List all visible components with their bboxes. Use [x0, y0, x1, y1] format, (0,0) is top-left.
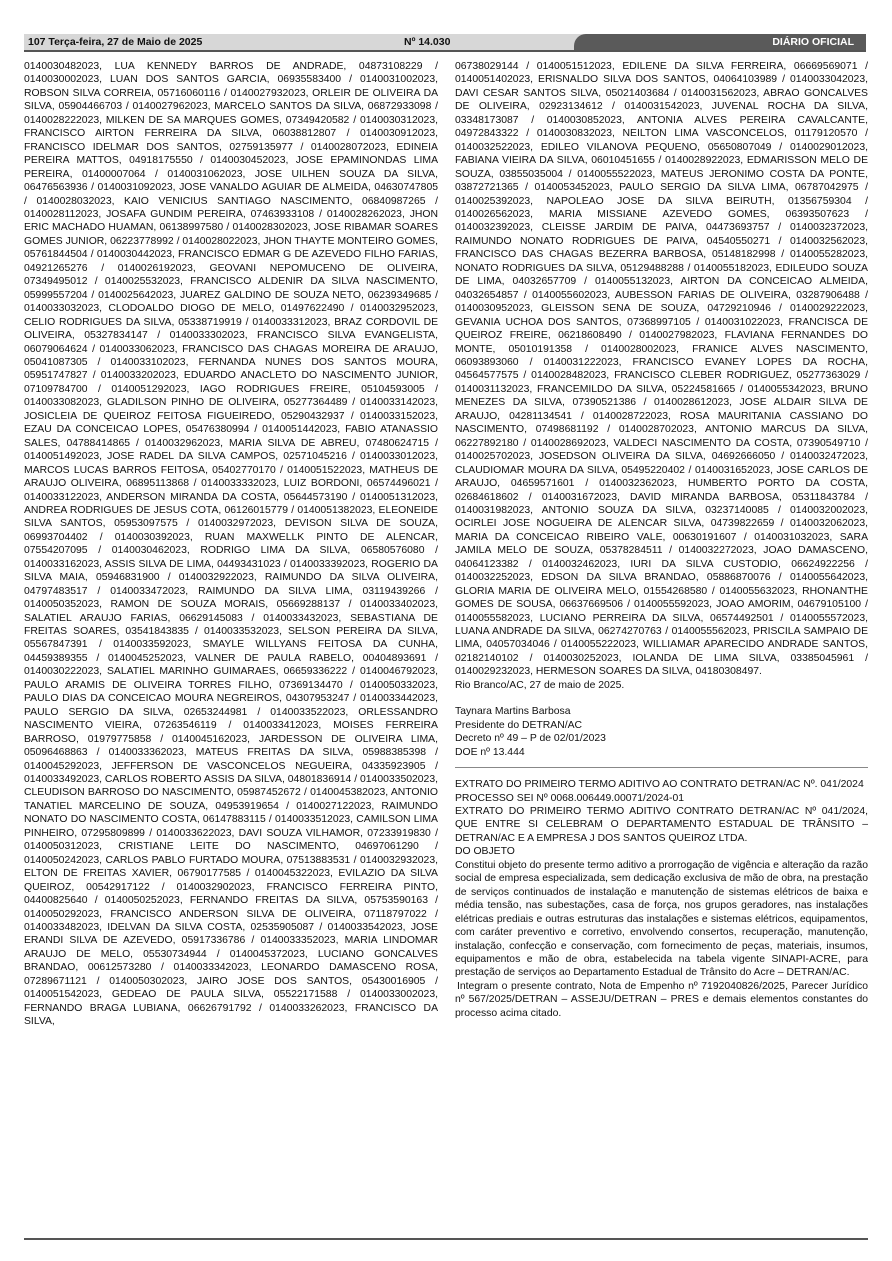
integrate-text: Integram o presente contrato, Nota de Empenho nº 7192040826/2025, Parecer Jurídico nº 567/2025/DETRAN – ASSEJU/DETRAN – PRES e demais elementos constantes do processo acima citado. — [455, 980, 868, 1019]
header-banner — [574, 34, 866, 50]
left-column-text: 0140030482023, LUA KENNEDY BARROS DE ANDRADE, 04873108229 / 0140030002023, LUAN DOS SANTOS GARCIA, 06935583400 / 0140031002023, ROBSON SILVA CORREIA, 05716060116 / 0140027932023, ORLEIR DE OLIVEIRA DA SILVA, 05904466703 / 0140027962023, MARCELO SANTOS DA SILVA, 06872933098 / 0140028222023, MILKEN DE SA MARQUES GOMES, 07349420582 / 0140030312023, FRANCISCO AIRTON FERREIRA DA SILVA, 06038812807 / 0140030912023, FRANCISCO IDELMAR DOS SANTOS, 02759135977 / 0140028072023, EDINEIA PEREIRA MATTOS, 04918175550 / 0140030452023, JOSE EPAMINONDAS LIMA PEREIRA, 01400007064 / 0140031062023, JOSE UILHEN SOUZA DA SILVA, 06476563936 / 0140031092023, JOSE VANALDO AGUIAR DE ALMEIDA, 04630747805 / 0140028032023, KAIO VENICIUS SANTIAGO NASCIMENTO, 06840987265 / 0140028112023, JOSAFA GUNDIM PEREIRA, 07463933108 / 0140028262023, JHON ERIC MACHADO HUAMAN, 06138997580 / 0140028302023, JOSE RIBAMAR SOARES GOMES JUNIOR, 06223778992 / 0140028022023, JHON THAYTE MONTEIRO GOMES, 05761844504 / 0140030442023, FRANCISCO EDMAR G DE AZEVEDO FILHO FARIAS, 04921265276 / 0140026192023, GEOVANI NEPOMUCENO DE OLIVEIRA, 07349495012 / 0140025532023, FRANCISCO ALDENIR DA SILVA NASCIMENTO, 05999557204 / 0140025642023, JUAREZ GALDINO DE SOUZA NETO, 06239349685 / 0140033032023, CLODOALDO DIOGO DE MELO, 01497622490 / 0140032952023, CELIO RODRIGUES DA SILVA, 05338719919 / 0140033312023, BRAZ CORDOVIL DE OLIVEIRA, 05327834147 / 0140033302023, FRANCISCO SILVA EVANGELISTA, 06079064624 / 0140033062023, FRANCISCO DAS CHAGAS MOREIRA DE ARAUJO, 05041087305 / 0140033102023, FERNANDA NUNES DOS SANTOS MOURA, 05951747827 / 0140033202023, EDUARDO ANACLETO DO NASCIMENTO JUNIOR, 07109784700 / 0140051292023, IAGO RODRIGUES FREIRE, 05104593005 / 0140033082023, GLADILSON PINHO DE OLIVEIRA, 05277364489 / 0140033142023, JOSICLEIA DE QUEIROZ FEITOSA FIGUEIREDO, 05290432937 / 0140033152023, EZAU DA CONCEICAO LOPES, 05476380994 / 0140051442023, FABIO ATANASSIO SALES, 04788414865 / 0140032962023, MARIA SILVA DE ABREU, 07480624715 / 0140051492023, JOSE RADEL DA SILVA CAMPOS, 02571045216 / 0140033012023, MARCOS LUCAS BARROS FEITOSA, 05402770170 / 0140051522023, MATHEUS DE ARAUJO OLIVEIRA, 06895113868 / 0140033332023, LUIZ BORDONI, 06574496021 / 0140033122023, ANDERSON MIRANDA DA COSTA, 05644573190 / 0140051312023, ANDREA RODRIGUES DE JESUS COTA, 06126015779 / 0140051382023, ELEONEIDE SILVA SANTOS, 05953097575 / 0140032972023, DEVISON SILVA DE SOUZA, 06993704402 / 0140030392023, RUAN MAXWELLK PINTO DE ALENCAR, 07554207095 / 0140030462023, RODRIGO LIMA DA SILVA, 06580576080 / 0140033162023, ASSIS SILVA DE LIMA, 04493431023 / 0140033392023, ROGERIO DA SILVA MAIA, 05946831900 / 0140032922023, RAIMUNDO DA SILVA OLIVEIRA, 04797483517 / 0140033472023, RAIMUNDO DA SILVA LIMA, 03119439266 / 0140050352023, RAMON DE SOUZA MORAIS, 05669288137 / 0140033402023, SALATIEL ARAUJO FARIAS, 06629145083 / 0140033432023, SEBASTIANA DE FREITAS SOARES, 03541843835 / 0140033532023, SELSON PEREIRA DA SILVA, 05567847391 / 0140033592023, SMAYLE WILLYANS FEITOSA DA CUNHA, 04459389355 / 0140045252023, VALNER DE PAULA RABELO, 00404893691 / 0140030222023, SALATIEL MARINHO GUIMARAES, 06659336222 / 0140046792023, PAULO ARAMIS DE OLIVEIRA TORRES FILHO, 07369134470 / 0140050332023, PAULO DIAS DA CONCEICAO MOURA NEGREIROS, 04307953247 / 0140033442023, PAULO SERGIO DA SILVA, 02653244981 / 0140033522023, ORLESSANDRO NASCIMENTO VIEIRA, 07263546119 / 0140033412023, MOISES FERREIRA BARROSO, 01979775858 / 0140045162023, JARDESSON DE OLIVEIRA LIMA, 05096468863 / 0140033362023, MATEUS FREITAS DA SILVA, 05988385398 / 0140045292023, JEFFERSON DE VASCONCELOS NEGUEIRA, 04335923905 / 0140033492023, CARLOS ROBERTO ASSIS DA SILVA, 04801836914 / 0140033502023, CLEUDISON BARROSO DO NASCIMENTO, 05987452672 / 0140045382023, ANTONIO TANATIEL MARCELINO DE SOUZA, 04953919654 / 0140027122023, RAIMUNDO NONATO DO NASCIMENTO COSTA, 06147883115 / 0140033512023, CAMILSON LIMA PINHEIRO, 07295809899 / 0140033622023, DAVI SOUZA VILHAMOR, 07233919830 / 0140050312023, CRISTIANE LEITE DO NASCIMENTO, 04697061290 / 0140050242023, CARLOS PABLO FURTADO MOURA, 07513883531 / 0140032932023, ELTON DE FREITAS XAVIER, 06790177585 / 0140045322023, EVILAZIO DA SILVA QUEIROZ, 00542917122 / 0140032902023, FRANCISCO FERREIRA PINTO, 04400825640 / 0140050252023, FERNANDO FREITAS DA SILVA, 05753590163 / 0140050292023, FRANCISCO ANDERSON SILVA DE OLIVEIRA, 07118797022 / 0140033482023, IDELVAN DA SILVA COSTA, 02535905087 / 0140033542023, JOSE ERANDI SILVA DE AZEVEDO, 05917336786 / 0140033352023, MARIA LINDOMAR ARAUJO DE MELO, 05530734944 / 0140045372023, LUCIANO GONCALVES BRANDAO, 00612573280 / 0140033342023, LEONARDO DAMASCENO ROSA, 07289671121 / 0140050302023, JAIRO JOSE DOS SANTOS, 05430016905 / 0140051542023, GEDEAO DE PAULA SILVA, 05522171588 / 0140033002023, FERNANDO BRAGA LUBIANA, 06626791792 / 0140033262023, FRANCISCO DA SILVA, — [24, 61, 438, 1028]
signature-block — [455, 705, 868, 759]
page-number-date: 107 Terça-feira, 27 de Maio de 2025 — [28, 36, 203, 48]
extract-title: EXTRATO DO PRIMEIRO TERMO ADITIVO AO CONTRATO DETRAN/AC Nº. 041/2024 — [455, 779, 864, 791]
signer-role: Presidente do DETRAN/AC — [455, 719, 583, 731]
signer-decree: Decreto nº 49 – P de 02/01/2023 — [455, 733, 606, 745]
right-column-text: 06738029144 / 0140051512023, EDILENE DA SILVA FERREIRA, 06669569071 / 0140051402023, ERISNALDO SILVA DOS SANTOS, 04064103989 / 0140033042023, DAVI CESAR SANTOS SILVA, 05021403684 / 0140031562023, ABRAO GONCALVES DE OLIVEIRA, 02923134612 / 0140031542023, JUVENAL ROCHA DA SILVA, 03348173087 / 0140030852023, ANTONIA ALVES PEREIRA CAVALCANTE, 04972843322 / 0140030832023, NEILTON LIMA VASCONCELOS, 01179120570 / 0140032522023, EDILEO VILANOVA PEQUENO, 05650807049 / 0140029012023, FABIANA VIEIRA DA SILVA, 06010451655 / 0140028922023, EDMARISSON MELO DE SOUZA, 03855035004 / 0140055522023, MATEUS JERONIMO COSTA DA PONTE, 03872721365 / 0140053452023, PAULO SERGIO DA SILVA LIMA, 06787042975 / 0140025392023, NAPOLEAO JOSE DA SILVA BEIRUTH, 01356759304 / 0140026562023, MARIA MISSIANE AZEVEDO GOMES, 06393507623 / 0140032392023, CLEISSE JARDIM DE PAIVA, 04473693757 / 0140032372023, RAIMUNDO NONATO RODRIGUES DE PAIVA, 04540550271 / 0140032562023, FRANCISCO DAS CHAGAS BEZERRA BARBOSA, 05148182998 / 0140055282023, NONATO RODRIGUES DA SILVA, 05129488288 / 0140055182023, EDILEUDO SOUZA DE LIMA, 04032657709 / 0140055132023, AIRTON DA CONCEICAO ALMEIDA, 04032654857 / 0140055602023, AUBESSON FARIAS DE OLIVEIRA, 03287906488 / 0140030952023, GLEISSON SENA DE SOUZA, 04729210946 / 0140029222023, GEVANIA UCHOA DOS SANTOS, 07368997105 / 0140031022023, FRANCISCA DE QUEIROZ FREIRE, 06218608490 / 0140027982023, FLAVIANA FERNANDES DO MONTE, 05010191358 / 0140028002023, FRANICE ALVES NASCIMENTO, 06093893060 / 0140031222023, FRANCISCO EVANEY LOPES DA ROCHA, 04564577575 / 0140028482023, FRANCISCO CLEBER RODRIGUEZ, 05277363029 / 0140031132023, FRANCEMILDO DA SILVA, 05224581665 / 0140055342023, BRUNO MENEZES DA SILVA, 07390521386 / 0140028612023, JOSE ALDAIR SILVA DE ARAUJO, 04281134541 / 0140028722023, ROSA MAURITANIA CASSIANO DO NASCIMENTO, 07498681192 / 0140028702023, ANTONIO MARCUS DA SILVA, 06227892180 / 0140028692023, VALDECI NASCIMENTO DA COSTA, 07390549710 / 0140025702023, JOSEDSON OLIVEIRA DA SILVA, 04692666050 / 0140032472023, CLAUDIOMAR MOURA DA SILVA, 05495220402 / 0140031652023, JOSE CARLOS DE ARAUJO, 04659571601 / 0140032362023, HUMBERTO PORTO DA COSTA, 02684618602 / 0140031672023, DAVID MIRANDA BARBOSA, 05311843784 / 0140031982023, ANTONIO SOUZA DA SILVA, 03237140085 / 0140032002023, OCIRLEI JOSE NOGUEIRA DE ALENCAR SILVA, 04739822659 / 0140032062023, MARIA DA CONCEICAO RIBEIRO VALE, 00630191607 / 0140031032023, SARA JAMILA MELO DE SOUZA, 05378284511 / 0140032272023, JOAO DAMASCENO, 04064123382 / 0140032462023, IURI DA SILVA CUSTODIO, 06624922256 / 0140032252023, EDSON DA SILVA BRANDAO, 05886870076 / 0140055642023, GLORIA MARIA DE OLIVEIRA MELO, 01554268580 / 0140055632023, RHONANTHE GOMES DE SOUSA, 06637669506 / 0140055592023, JOAO AMORIM, 04679105100 / 0140055582023, LUCIANO PERREIRA DA SILVA, 06574492501 / 0140055572023, LUANA ANDRADE DA SILVA, 06274270763 / 0140055562023, PRISCILA SAMPAIO DE LIMA, 04057034046 / 0140055222023, WILLIAMAR APARECIDO ANDRADE SANTOS, 02182140102 / 0140030252023, IOLANDA DE LIMA SILVA, 03385045961 / 0140029232023, HERMESON SOARES DA SILVA, 04180308497. — [455, 61, 868, 678]
section-divider — [455, 767, 868, 768]
signer-name: Taynara Martins Barbosa — [455, 706, 571, 718]
extract-heading: EXTRATO DO PRIMEIRO TERMO ADITIVO CONTRATO DETRAN/AC Nº 041/2024, QUE ENTRE SI CELEBRAM O DEPARTAMENTO ESTADUAL DE TRÂNSITO – DETRAN/AC E A EMPRESA J DOS SANTOS QUEIROZ LTDA. — [455, 806, 868, 844]
bottom-rule — [24, 1238, 868, 1240]
left-column — [24, 60, 438, 1029]
signer-doe: DOE nº 13.444 — [455, 746, 525, 758]
issue-number: Nº 14.030 — [404, 36, 451, 48]
publication-name: DIÁRIO OFICIAL — [772, 36, 854, 48]
object-text: Constitui objeto do presente termo aditivo a prorrogação de vigência e alteração da razão social de empresa especializada, sem dedicação exclusiva de mão de obra, na prestação de serviços continuados de instalação e manutenção de sistemas elétricos de baixa e média tensão, nas subestações, casa de força, nos grupos geradores, nas instalações elétricas prediais e outras estruturas das instalações e sistemas elétricos, equipamentos, com caráter preventivo e corretivo, envolvendo consertos, recuperação, manutenção, instalação, confecção e conservação, com fornecimento de peças, materiais, insumos, equipamentos e mão de obra, estabelecida na tabela vigente SINAPI-ACRE, para prestação de serviços ao Departamento Estadual de Trânsito do Acre – DETRAN/AC. — [455, 859, 868, 979]
right-column — [455, 60, 868, 1020]
place-date: Rio Branco/AC, 27 de maio de 2025. — [455, 679, 625, 691]
extract-process: PROCESSO SEI Nº 0068.006449.00071/2024-01 — [455, 792, 685, 804]
page-header — [24, 34, 866, 52]
object-label: DO OBJETO — [455, 846, 515, 858]
contract-extract — [455, 778, 868, 1020]
